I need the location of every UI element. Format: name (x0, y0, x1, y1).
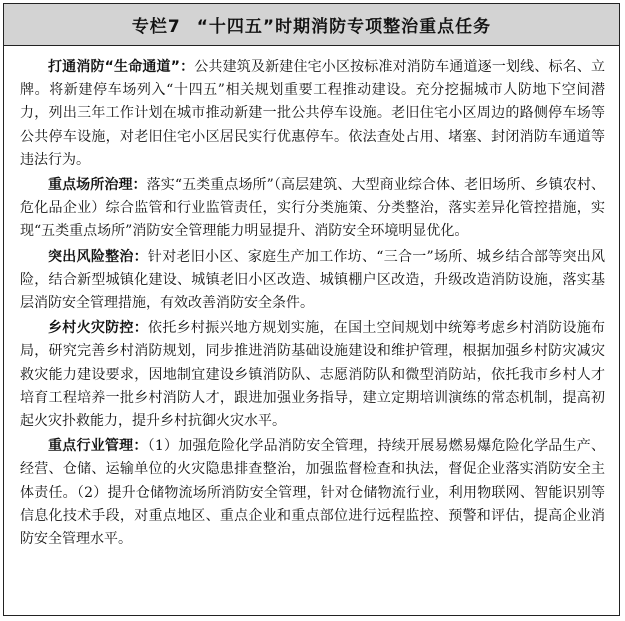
column-header (4, 4, 619, 46)
section-industry-management (20, 435, 605, 551)
section-body: 依托乡村振兴地方规划实施，在国土空间规划中统筹考虑乡村消防设施布局，研究完善乡村消防规划，同步推进消防基础设施建设和维护管理，根据加强乡村防灾减灾救灾能力建设要求，因地制宜建设乡镇消防队、志愿消防队和微型消防站，依托我市乡村人才培育工程培养一批乡村消防人才，跟进加强业务指导，建立定期培训演练的常态机制，提高初起火灾扑救能力，提升乡村抗御火灾水平。 (20, 320, 606, 430)
column-title: “十四五”时期消防专项整治重点任务 (196, 17, 492, 37)
section-body: （1）加强危险化学品消防安全管理，持续开展易燃易爆危险化学品生产、经营、仓储、运输单位的火灾隐患排查整治，加强监督检查和执法，督促企业落实消防安全主体责任。（2）提升仓储物流场所消防安全管理，针对仓储物流行业，利用物联网、智能识别等信息化技术手段，对重点地区、重点企业和重点部位进行远程监控、预警和评估，提高企业消防安全管理水平。 (20, 438, 606, 548)
section-lead: 重点行业管理： (48, 438, 148, 455)
section-lead: 乡村火灾防控： (48, 320, 149, 337)
section-fire-lane (20, 56, 605, 172)
section-risk-control (20, 246, 605, 316)
section-rural-fire (20, 317, 605, 433)
section-lead: 重点场所治理： (48, 177, 147, 194)
section-lead: 突出风险整治： (48, 248, 148, 265)
column-box (3, 3, 620, 616)
section-key-places (20, 174, 605, 244)
section-body: 公共建筑及新建住宅小区按标准对消防车通道逐一划线、标名、立牌。将新建停车场列入“十四五”相关规划重要工程推动建设。充分挖掘城市人防地下空间潜力，列出三年工作计划在城市推动新建一批公共停车设施。老旧住宅小区周边的路侧停车场等公共停车设施，对老旧住宅小区居民实行优惠停车。依法查处占用、堵塞、封闭消防车通道等违法行为。 (20, 59, 605, 168)
section-body: 落实“五类重点场所”（高层建筑、大型商业综合体、老旧场所、乡镇农村、危化品企业）综合监管和行业监管责任，实行分类施策、分类整治，落实差异化管控措施，实现“五类重点场所”消防安全管理能力明显提升、消防安全环境明显优化。 (20, 177, 606, 240)
column-content (4, 46, 619, 551)
section-body: 针对老旧小区、家庭生产加工作坊、“三合一”场所、城乡结合部等突出风险，结合新型城镇化建设、城镇老旧小区改造、城镇棚户区改造，升级改造消防设施，落实基层消防安全管理措施，有效改善消防安全条件。 (20, 248, 605, 312)
section-lead: 打通消防“生命通道”： (48, 59, 195, 75)
column-number: 专栏7 (131, 17, 181, 37)
